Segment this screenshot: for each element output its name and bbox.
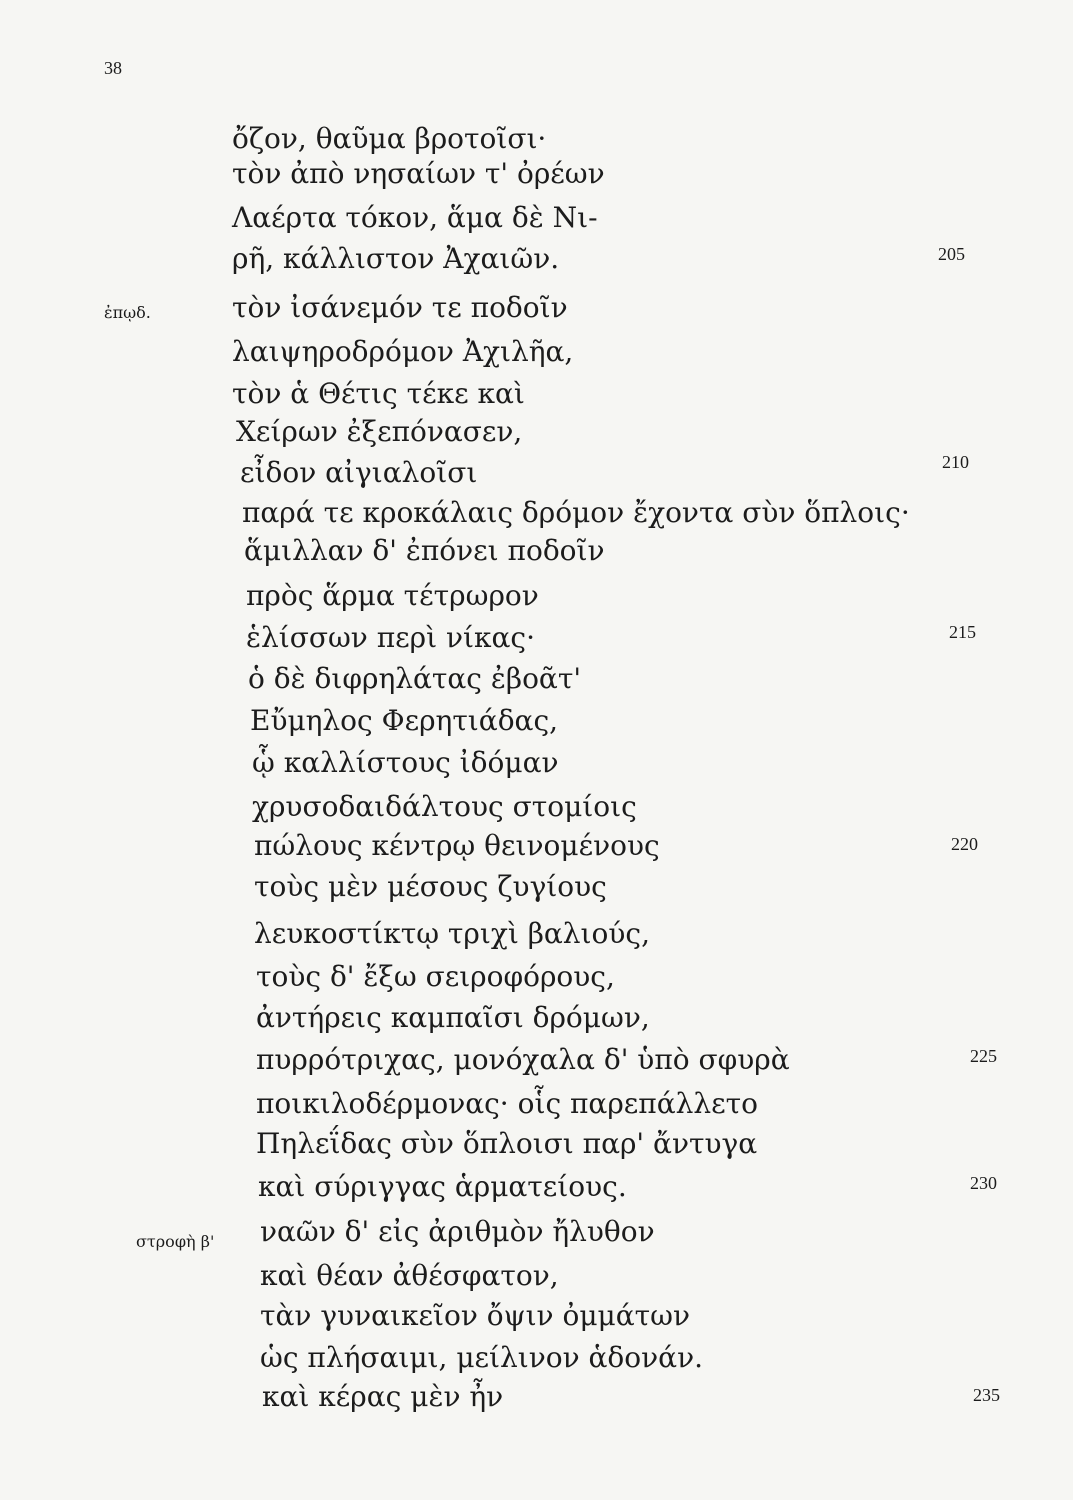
verse-line: τοὺς μὲν μέσους ζυγίους: [254, 870, 607, 903]
verse-line: πυρρότριχας, μονόχαλα δ' ὑπὸ σφυρὰ: [256, 1043, 790, 1076]
verse-line: Πηλεΐδας σὺν ὅπλοισι παρ' ἄντυγα: [256, 1127, 758, 1160]
verse-line: ναῶν δ' εἰς ἀριθμὸν ἤλυθον: [260, 1215, 655, 1248]
verse-line: ποικιλοδέρμονας· οἷς παρεπάλλετο: [256, 1087, 758, 1120]
verse-line: καὶ θέαν ἀθέσφατον,: [260, 1259, 559, 1292]
verse-line: καὶ κέρας μὲν ἦν: [262, 1380, 504, 1413]
verse-line: εἶδον αἰγιαλοῖσι: [240, 456, 478, 489]
verse-line: λευκοστίκτῳ τριχὶ βαλιούς,: [254, 917, 650, 950]
verse-line: τὸν ἁ Θέτις τέκε καὶ: [232, 377, 525, 410]
verse-line: Λαέρτα τόκον, ἅμα δὲ Νι-: [232, 201, 598, 234]
verse-line: ἑλίσσων περὶ νίκας·: [246, 621, 535, 654]
verse-line: ρῆ, κάλλιστον Ἀχαιῶν.: [232, 242, 560, 275]
verse-line: χρυσοδαιδάλτους στομίοις: [252, 790, 637, 823]
verse-line: ᾧ καλλίστους ἰδόμαν: [252, 746, 559, 779]
verse-line: ἅμιλλαν δ' ἐπόνει ποδοῖν: [244, 534, 605, 567]
line-number: 215: [949, 622, 976, 642]
verse-line: καὶ σύριγγας ἁρματείους.: [258, 1170, 627, 1203]
line-number: 225: [970, 1046, 997, 1066]
verse-line: πώλους κέντρῳ θεινομένους: [254, 829, 660, 862]
section-label-epode: ἐπῳδ.: [104, 303, 151, 322]
verse-line: τοὺς δ' ἔξω σειροφόρους,: [256, 960, 615, 993]
verse-line: τὰν γυναικεῖον ὄψιν ὀμμάτων: [260, 1299, 690, 1332]
verse-line: Χείρων ἐξεπόνασεν,: [236, 415, 523, 448]
section-label-strophe-b: στροφὴ β': [136, 1232, 215, 1251]
line-number: 205: [938, 244, 965, 264]
verse-line: ἀντήρεις καμπαῖσι δρόμων,: [256, 1001, 650, 1034]
line-number: 230: [970, 1173, 997, 1193]
verse-line: παρά τε κροκάλαις δρόμον ἔχοντα σὺν ὅπλοις·: [242, 496, 910, 529]
verse-line: ὡς πλήσαιμι, μείλινον ἁδονάν.: [260, 1341, 703, 1374]
verse-line: πρὸς ἅρμα τέτρωρον: [246, 579, 539, 612]
verse-line: τὸν ἀπὸ νησαίων τ' ὀρέων: [232, 157, 605, 190]
verse-line: ὄζον, θαῦμα βροτοῖσι·: [232, 122, 547, 155]
verse-line: ὁ δὲ διφρηλάτας ἐβοᾶτ': [248, 662, 582, 695]
verse-line: Εὔμηλος Φερητιάδας,: [250, 704, 559, 737]
verse-line: τὸν ἰσάνεμόν τε ποδοῖν: [232, 291, 568, 324]
line-number: 220: [951, 834, 978, 854]
line-number: 235: [973, 1385, 1000, 1405]
line-number: 210: [942, 452, 969, 472]
verse-line: λαιψηροδρόμον Ἀχιλῆα,: [232, 335, 574, 368]
page-number: 38: [104, 58, 122, 78]
